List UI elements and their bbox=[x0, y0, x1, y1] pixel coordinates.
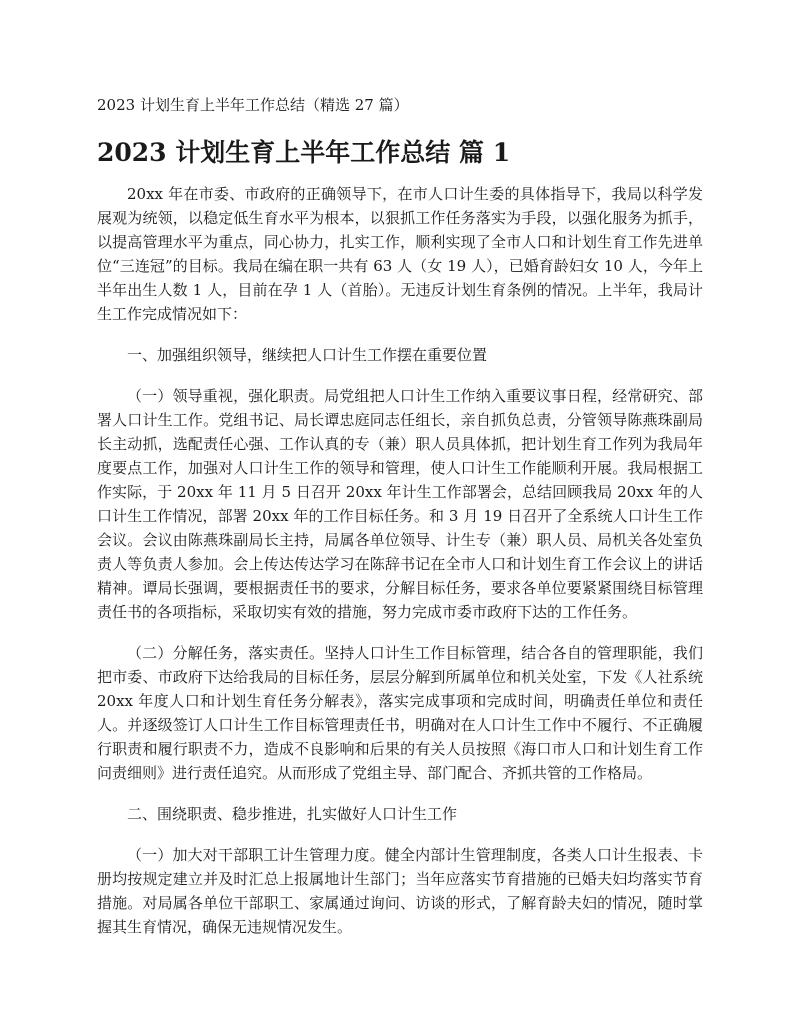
section-2-title: 二、围绕职责、稳步推进，扎实做好人口计生工作 bbox=[127, 805, 458, 823]
document-body bbox=[97, 182, 703, 956]
document-subtitle: 2023 计划生育上半年工作总结（精选 27 篇） bbox=[97, 96, 409, 114]
section-1-title: 一、加强组织领导，继续把人口计生工作摆在重要位置 bbox=[127, 346, 488, 364]
document-heading: 2023 计划生育上半年工作总结 篇 1 bbox=[97, 138, 511, 167]
section-1-paragraph-2: （二）分解任务，落实责任。坚持人口计生工作目标管理，结合各自的管理职能，我们把市委、市政府下达给我局的目标任务，层层分解到所属单位和机关处室，下发《人社系统 20xx 年度人口和计划生育任务分解表》，落实完成事项和完成时间，明确责任单位和责任人。并逐级签订人口计生工作目标管理责任书，明确对在人口计生工作中不履行、不正确履行职责和履行职责不力，造成不良影响和后果的有关人员按照《海口市人口和计划生育工作问责细则》进行责任追究。从而形成了党组主导、部门配合、齐抓共管的工作格局。 bbox=[97, 644, 703, 782]
section-1-paragraph-1: （一）领导重视，强化职责。局党组把人口计生工作纳入重要议事日程，经常研究、部署人口计生工作。党组书记、局长谭忠庭同志任组长，亲自抓负总责，分管领导陈燕珠副局长主动抓，选配责任心强、工作认真的专（兼）职人员具体抓，把计划生育工作列为我局年度要点工作，加强对人口计生工作的领导和管理，使人口计生工作能顺利开展。我局根据工作实际，于 20xx 年 11 月 5 日召开 20xx 年计生工作部署会，总结回顾我局 20xx 年的人口计生工作情况，部署 20xx 年的工作目标任务。和 3 月 19 日召开了全系统人口计生工作会议。会议由陈燕珠副局长主持，局属各单位领导、计生专（兼）职人员、局机关各处室负责人等负责人参加。会上传达传达学习在陈辞书记在全市人口和计划生育工作会议上的讲话精神。谭局长强调，要根据责任书的要求，分解目标任务，要求各单位要紧紧围绕目标管理责任书的各项指标，采取切实有效的措施，努力完成市委市政府下达的工作任务。 bbox=[97, 387, 703, 621]
section-2-paragraph-1: （一）加大对干部职工计生管理力度。健全内部计生管理制度，各类人口计生报表、卡册均按规定建立并及时汇总上报属地计生部门；当年应落实节育措施的已婚夫妇均落实节育措施。对局属各单位干部职工、家属通过询问、访谈的形式，了解育龄夫妇的情况，随时掌握其生育情况，确保无违规情况发生。 bbox=[97, 846, 703, 936]
intro-paragraph: 20xx 年在市委、市政府的正确领导下，在市人口计生委的具体指导下，我局以科学发展观为统领，以稳定低生育水平为根本，以狠抓工作任务落实为手段，以强化服务为抓手，以提高管理水平为重点，同心协力，扎实工作，顺利实现了全市人口和计划生育工作先进单位“三连冠”的目标。我局在编在职一共有 63 人（女 19 人），已婚育龄妇女 10 人，今年上半年出生人数 1 人，目前在孕 1 人（首胎）。无违反计划生育条例的情况。上半年，我局计生工作完成情况如下： bbox=[97, 185, 703, 323]
